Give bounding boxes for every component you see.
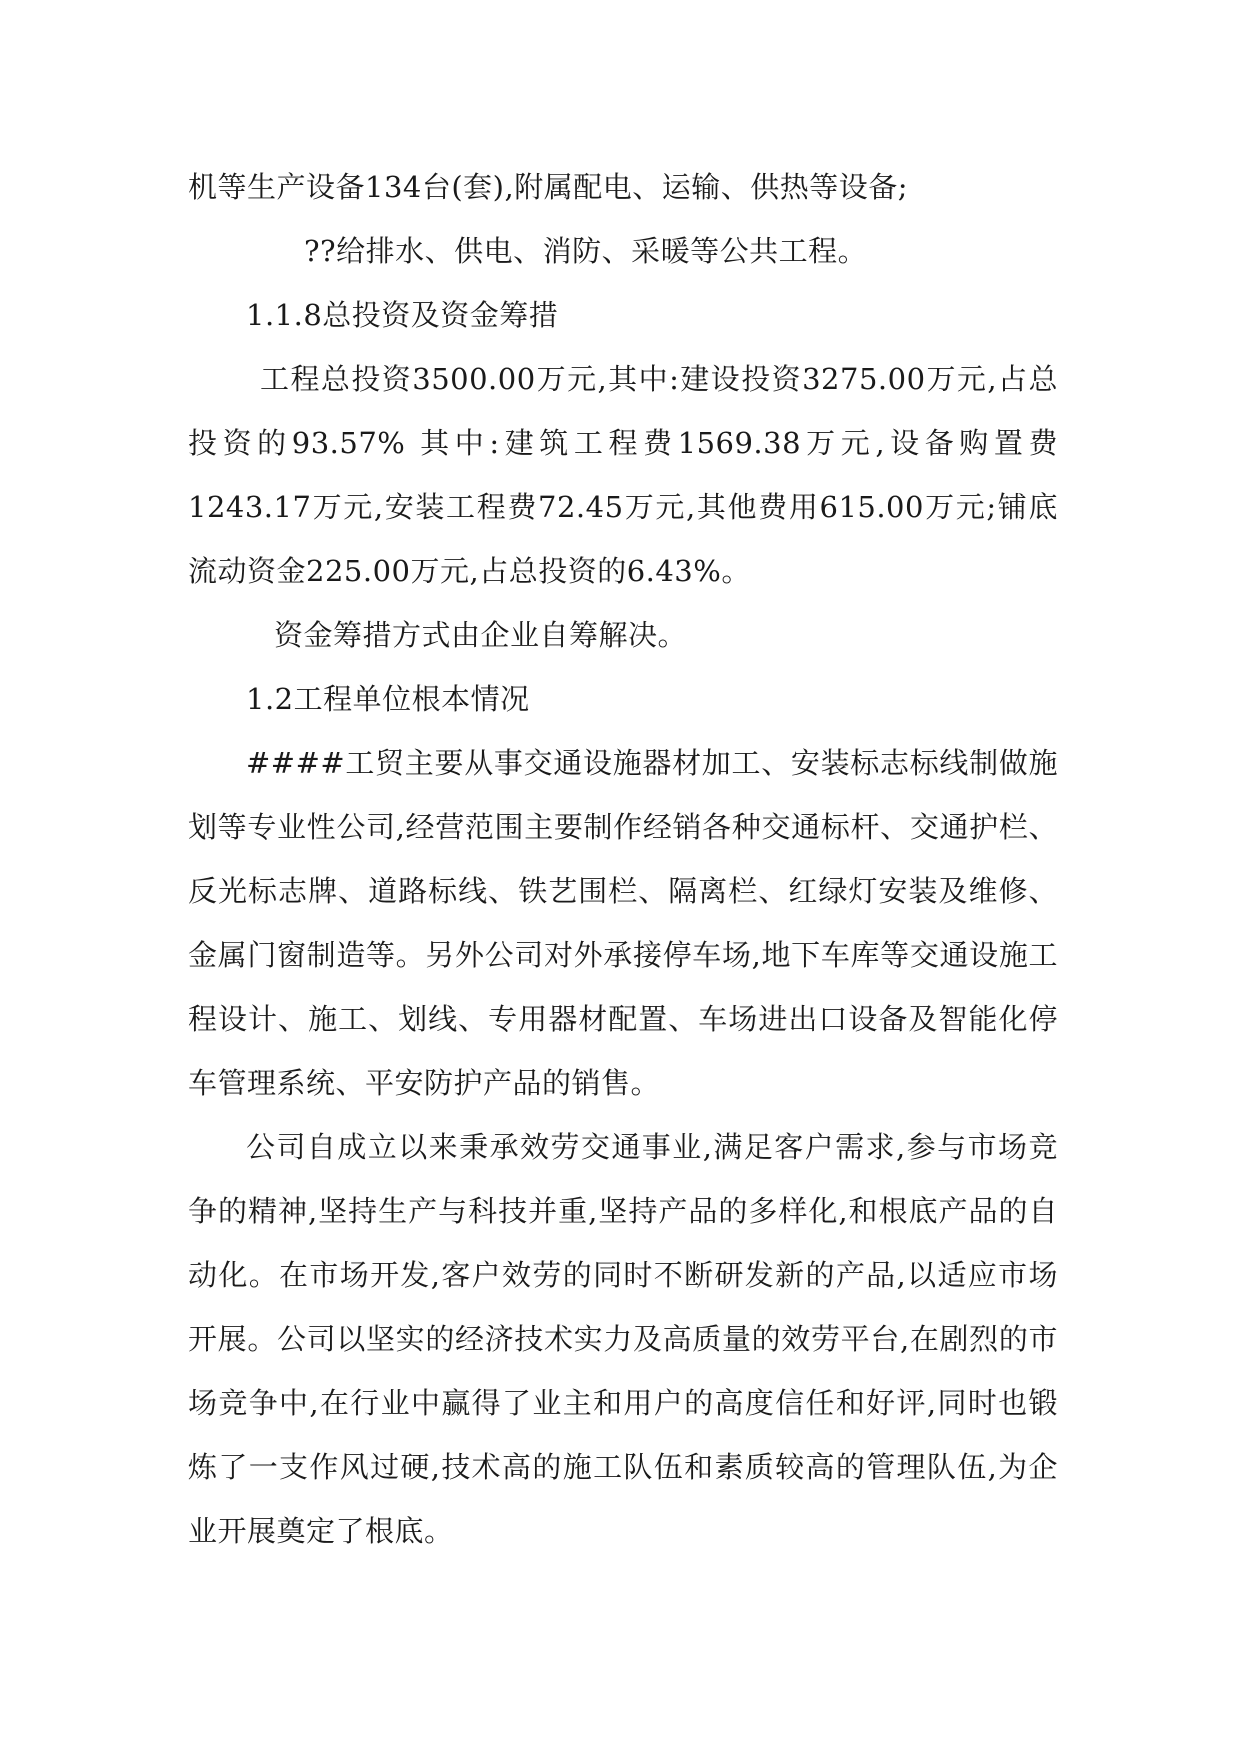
- document-body: [188, 155, 1058, 1563]
- paragraph-funding-method: 资金筹措方式由企业自筹解决。: [274, 618, 688, 652]
- section-heading-company-info: 1.2工程单位根本情况: [246, 682, 530, 716]
- paragraph-investment-detail: 工程总投资3500.00万元,其中:建设投资3275.00万元,占总投资的93.57% 其中:建筑工程费1569.38万元,设备购置费1243.17万元,安装工程费72.45万元,其他费用615.00万元;铺底流动资金225.00万元,占总投资的6.43%。: [188, 362, 1058, 588]
- paragraph-equipment-continuation: 机等生产设备134台(套),附属配电、运输、供热等设备;: [188, 170, 908, 204]
- paragraph-company-business: ####工贸主要从事交通设施器材加工、安装标志标线制做施划等专业性公司,经营范围主要制作经销各种交通标杆、交通护栏、反光标志牌、道路标线、铁艺围栏、隔离栏、红绿灯安装及维修、金属门窗制造等。另外公司对外承接停车场,地下车库等交通设施工程设计、施工、划线、专用器材配置、车场进出口设备及智能化停车管理系统、平安防护产品的销售。: [188, 746, 1058, 1100]
- section-heading-investment: 1.1.8总投资及资金筹措: [246, 298, 559, 332]
- paragraph-public-works: ??给排水、供电、消防、采暖等公共工程。: [304, 234, 868, 268]
- paragraph-company-history: 公司自成立以来秉承效劳交通事业,满足客户需求,参与市场竞争的精神,坚持生产与科技并重,坚持产品的多样化,和根底产品的自动化。在市场开发,客户效劳的同时不断研发新的产品,以适应市场开展。公司以坚实的经济技术实力及高质量的效劳平台,在剧烈的市场竞争中,在行业中赢得了业主和用户的高度信任和好评,同时也锻炼了一支作风过硬,技术高的施工队伍和素质较高的管理队伍,为企业开展奠定了根底。: [188, 1130, 1058, 1548]
